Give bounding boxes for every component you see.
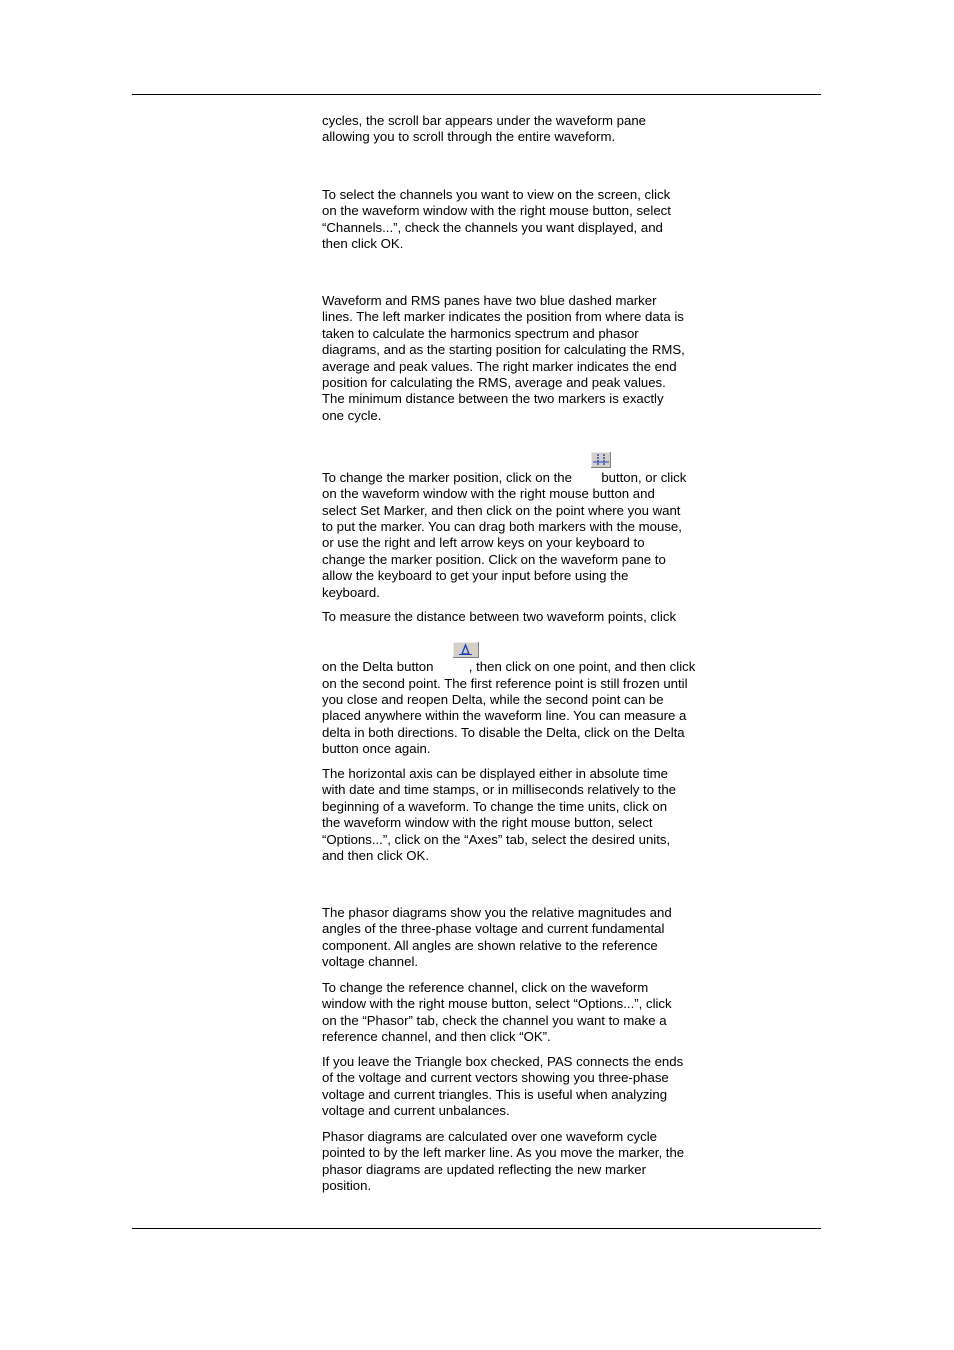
text-line: placed anywhere within the waveform line. You can measure a (322, 708, 687, 724)
text-line: change the marker position. Click on the waveform pane to (322, 551, 666, 567)
text-line: on the Delta button (322, 659, 434, 675)
text-line: “Options...”, click on the “Axes” tab, select the desired units, (322, 831, 671, 847)
paragraph-select-channels (322, 187, 730, 253)
paragraph-horizontal-axis (322, 766, 730, 864)
footer-rule (132, 1228, 821, 1229)
text-line: and then click OK. (322, 848, 430, 864)
text-line: delta in both directions. To disable the Delta, click on the Delta (322, 724, 685, 740)
text-line: voltage and current unbalances. (322, 1103, 510, 1119)
text-line: average and peak values. The right marker indicates the end (322, 358, 677, 374)
text-line: on the “Phasor” tab, check the channel you want to make a (322, 1012, 667, 1028)
text-line: button once again. (322, 741, 431, 757)
text-line: component. All angles are shown relative to the reference (322, 937, 658, 953)
text-line: lines. The left marker indicates the position from where data is (322, 309, 684, 325)
text-line: , then click on one point, and then click (468, 659, 696, 675)
text-line: to put the marker. You can drag both markers with the mouse, (322, 519, 682, 535)
paragraph-reference-channel (322, 980, 730, 1046)
delta-icon (438, 625, 464, 641)
text-line: Phasor diagrams are calculated over one waveform cycle (322, 1129, 657, 1144)
paragraph-triangle-box (322, 1054, 730, 1120)
text-line: window with the right mouse button, select “Options...”, click (322, 996, 672, 1012)
text-line: If you leave the Triangle box checked, PAS connects the ends (322, 1054, 684, 1069)
paragraph-scroll-bar (322, 113, 730, 146)
header-rule (132, 94, 821, 95)
text-line: “Channels...”, check the channels you want displayed, and (322, 219, 663, 235)
text-line: To measure the distance between two waveform points, click (322, 609, 677, 624)
text-line: pointed to by the left marker line. As you move the marker, the (322, 1145, 685, 1161)
text-line: with date and time stamps, or in milliseconds relatively to the (322, 782, 677, 798)
text-line: diagrams, and as the starting position for calculating the RMS, (322, 342, 685, 358)
text-line: voltage and current triangles. This is useful when analyzing (322, 1086, 668, 1102)
text-line: phasor diagrams are updated reflecting the new marker (322, 1161, 647, 1177)
text-line: allowing you to scroll through the entire waveform. (322, 129, 616, 145)
paragraph-marker-lines (322, 293, 730, 424)
text-line: The horizontal axis can be displayed either in absolute time (322, 766, 669, 781)
text-line: on the second point. The first reference point is still frozen until (322, 675, 688, 691)
text-line: on the waveform window with the right mouse button, select (322, 203, 671, 219)
paragraph-change-marker (322, 436, 730, 601)
text-line: taken to calculate the harmonics spectrum and phasor (322, 325, 639, 341)
text-line: beginning of a waveform. To change the time units, click on (322, 798, 668, 814)
text-line: To select the channels you want to view on the screen, click (322, 187, 671, 202)
text-line: cycles, the scroll bar appears under the waveform pane (322, 113, 646, 128)
text-line: on the waveform window with the right mouse button and (322, 486, 655, 502)
text-line: To change the reference channel, click on the waveform (322, 980, 649, 995)
text-line: of the voltage and current vectors showing you three-phase (322, 1070, 669, 1086)
text-line: Waveform and RMS panes have two blue dashed marker (322, 293, 657, 308)
text-line: position. (322, 1178, 372, 1194)
text-line: position for calculating the RMS, average and peak values. (322, 375, 666, 391)
text-line: then click OK. (322, 236, 404, 252)
text-line: keyboard. (322, 584, 380, 600)
text-line: The phasor diagrams show you the relative magnitudes and (322, 905, 672, 920)
text-line: voltage channel. (322, 954, 419, 970)
text-line: you close and reopen Delta, while the second point can be (322, 692, 664, 708)
text-line: the waveform window with the right mouse button, select (322, 815, 653, 831)
text-line: or use the right and left arrow keys on your keyboard to (322, 535, 645, 551)
text-line: angles of the three-phase voltage and current fundamental (322, 921, 665, 937)
text-line: select Set Marker, and then click on the point where you want (322, 502, 681, 518)
paragraph-delta (322, 609, 730, 758)
set-marker-icon (577, 436, 597, 452)
paragraph-phasor-diagrams (322, 905, 730, 971)
text-line: The minimum distance between the two markers is exactly (322, 391, 664, 407)
text-line: To change the marker position, click on the (322, 469, 572, 485)
text-line: button, or click (601, 469, 687, 485)
text-line: allow the keyboard to get your input before using the (322, 568, 629, 584)
text-line: one cycle. (322, 407, 382, 423)
text-line: reference channel, and then click “OK”. (322, 1029, 551, 1045)
paragraph-phasor-calculation (322, 1129, 730, 1195)
